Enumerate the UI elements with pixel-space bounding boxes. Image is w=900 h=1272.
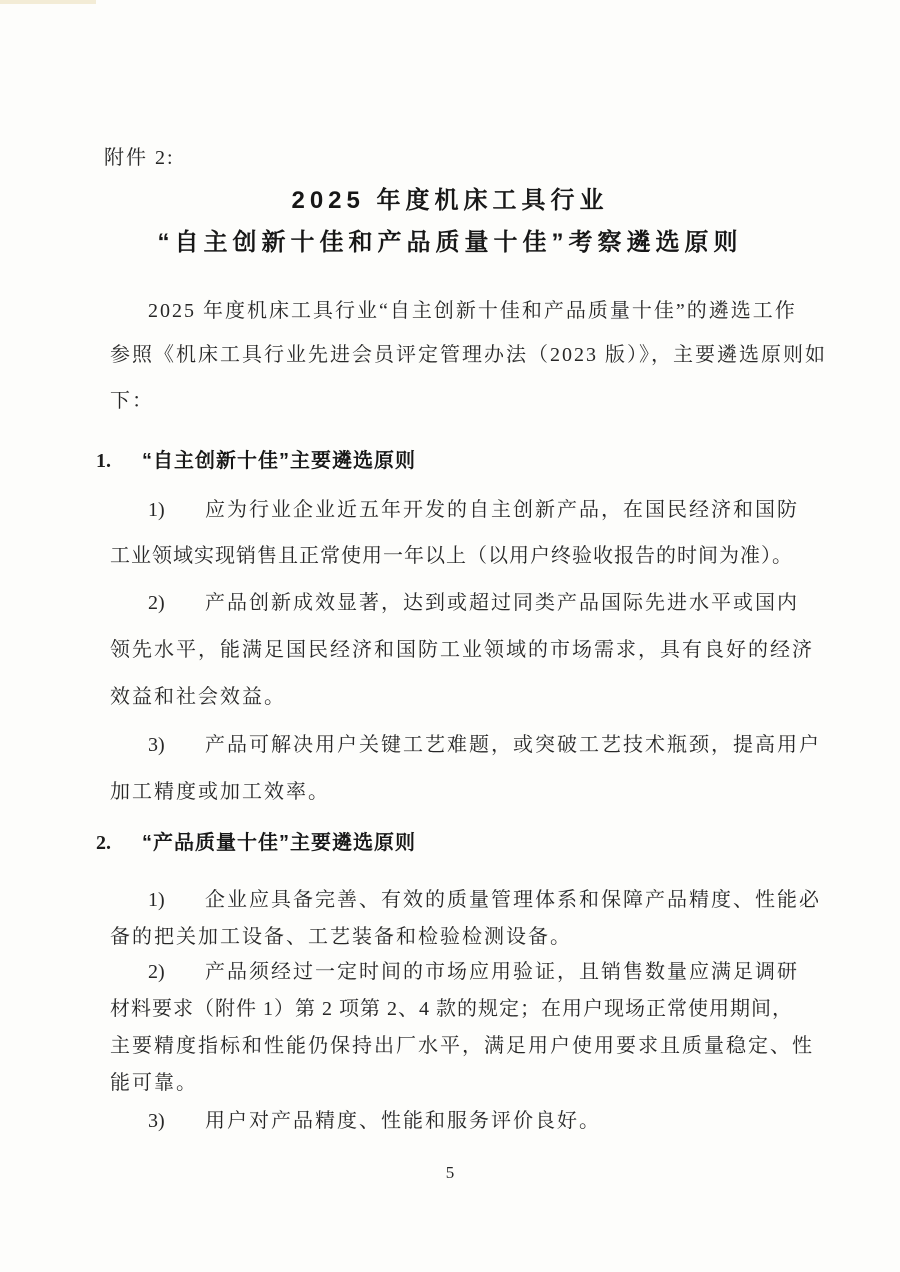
s2-item2-number: 2) xyxy=(148,961,165,983)
document-title-line-1: 2025 年度机床工具行业 xyxy=(291,187,609,214)
s1-item3-line2: 加工精度或加工效率。 xyxy=(110,781,330,803)
s1-item1-number: 1) xyxy=(148,499,165,521)
section-1-heading xyxy=(96,451,416,471)
s2-item2-text: 产品须经过一定时间的市场应用验证，且销售数量应满足调研 xyxy=(205,961,799,983)
section-1-number: 1. xyxy=(96,450,111,472)
s2-item1-line1 xyxy=(148,890,821,910)
s1-item2-line3: 效益和社会效益。 xyxy=(110,686,286,708)
s2-item3-text: 用户对产品精度、性能和服务评价良好。 xyxy=(205,1110,601,1132)
s1-item2-text: 产品创新成效显著，达到或超过同类产品国际先进水平或国内 xyxy=(205,592,799,614)
s2-item1-line2: 备的把关加工设备、工艺装备和检验检测设备。 xyxy=(110,926,572,948)
document-title-line-2: “自主创新十佳和产品质量十佳”考察遴选原则 xyxy=(157,229,743,256)
s2-item2-line2: 材料要求（附件 1）第 2 项第 2、4 款的规定；在用户现场正常使用期间， xyxy=(110,998,793,1020)
s2-item2-line3: 主要精度指标和性能仍保持出厂水平，满足用户使用要求且质量稳定、性 xyxy=(110,1035,814,1057)
s2-item2-line1 xyxy=(148,962,799,982)
intro-line-3: 下： xyxy=(110,390,154,412)
section-2-heading-text: “产品质量十佳”主要遴选原则 xyxy=(142,832,416,854)
intro-line-1: 2025 年度机床工具行业“自主创新十佳和产品质量十佳”的遴选工作 xyxy=(148,300,797,322)
s1-item3-number: 3) xyxy=(148,734,165,756)
page-number: 5 xyxy=(445,1163,455,1182)
s2-item1-number: 1) xyxy=(148,889,165,911)
s1-item3-line1 xyxy=(148,735,821,755)
s1-item3-text: 产品可解决用户关键工艺难题，或突破工艺技术瓶颈，提高用户 xyxy=(205,734,821,756)
s1-item1-line1 xyxy=(148,500,799,520)
section-2-heading xyxy=(96,833,416,853)
s2-item3-line1 xyxy=(148,1111,601,1131)
attachment-label: 附件 2: xyxy=(104,147,175,169)
s1-item2-line1 xyxy=(148,593,799,613)
section-1-heading-text: “自主创新十佳”主要遴选原则 xyxy=(142,450,416,472)
s2-item1-text: 企业应具备完善、有效的质量管理体系和保障产品精度、性能必 xyxy=(205,889,821,911)
s2-item3-number: 3) xyxy=(148,1110,165,1132)
s1-item2-number: 2) xyxy=(148,592,165,614)
s1-item2-line2: 领先水平，能满足国民经济和国防工业领域的市场需求，具有良好的经济 xyxy=(110,639,814,661)
scan-artifact-strip xyxy=(0,0,96,4)
intro-line-2: 参照《机床工具行业先进会员评定管理办法（2023 版）》，主要遴选原则如 xyxy=(110,344,827,366)
section-2-number: 2. xyxy=(96,832,111,854)
s1-item1-text: 应为行业企业近五年开发的自主创新产品，在国民经济和国防 xyxy=(205,499,799,521)
s1-item1-line2: 工业领域实现销售且正常使用一年以上（以用户终验收报告的时间为准）。 xyxy=(110,545,793,567)
s2-item2-line4: 能可靠。 xyxy=(110,1072,198,1094)
